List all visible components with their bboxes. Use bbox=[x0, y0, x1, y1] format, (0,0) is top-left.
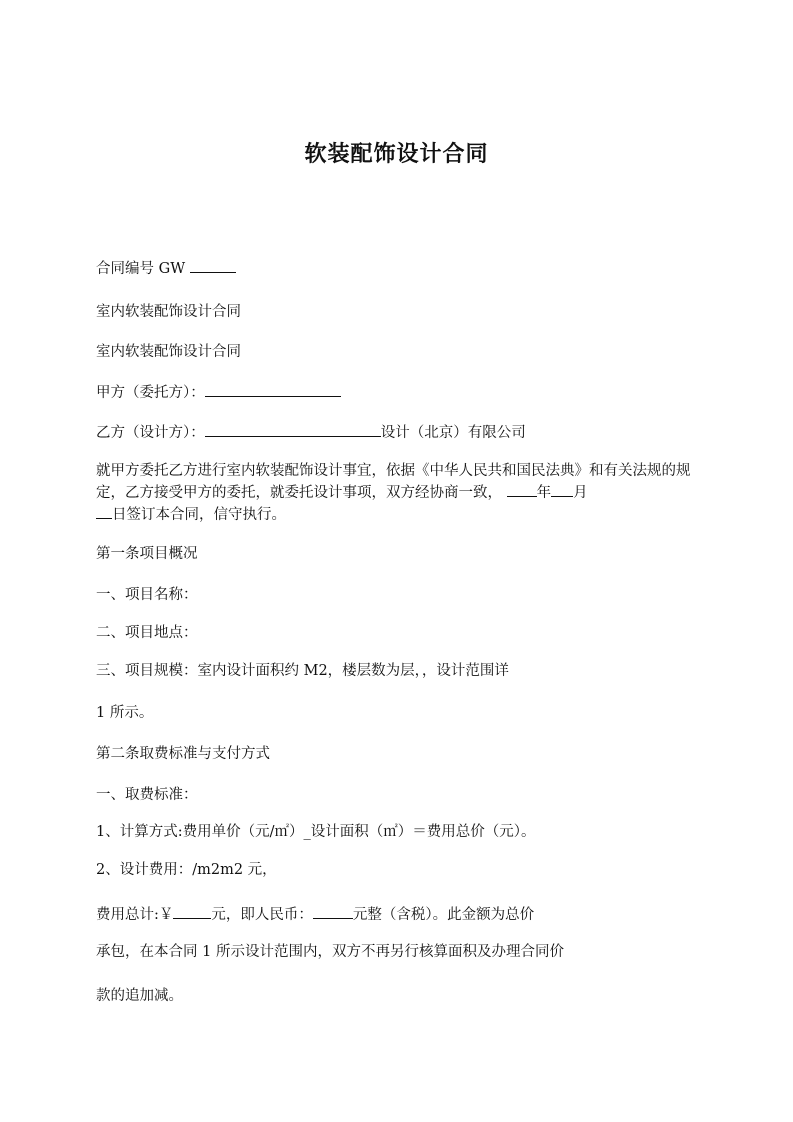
party-a-blank bbox=[205, 382, 341, 397]
project-scale: 三、项目规模：室内设计面积约 M2，楼层数为层，，设计范围详 bbox=[96, 663, 509, 679]
project-name: 一、项目名称： bbox=[96, 587, 198, 603]
contract-terms-line-3: 款的追加减。 bbox=[96, 988, 183, 1004]
contract-number-blank bbox=[190, 258, 236, 273]
document-title: 软装配饰设计合同 bbox=[304, 142, 489, 167]
heading-1: 室内软装配饰设计合同 bbox=[96, 304, 241, 320]
intro-paragraph: 就甲方委托乙方进行室内软装配饰设计事宜，依据《中华人民共和国民法典》和有关法规的规定，乙方接受甲方的委托，就委托设计事项，双方经协商一致， 年 月 日签订本合同，信守执行。 bbox=[96, 463, 691, 523]
project-location: 二、项目地点： bbox=[96, 625, 198, 641]
project-scale-cont: 1 所示。 bbox=[96, 705, 154, 721]
fee-standard: 一、取费标准： bbox=[96, 787, 198, 803]
total-amount-blank bbox=[173, 904, 211, 919]
party-b-line: 乙方（设计方）： 设计（北京）有限公司 bbox=[96, 422, 706, 444]
contract-number: 合同编号 GW bbox=[96, 258, 706, 280]
article-2-heading: 第二条取费标准与支付方式 bbox=[96, 746, 270, 762]
calculation-method: 1、计算方式:费用单价（元/㎡）_设计面积（㎡）＝费用总价（元）。 bbox=[96, 824, 536, 840]
party-a-line: 甲方（委托方）： bbox=[96, 382, 706, 404]
party-b-blank bbox=[205, 422, 381, 437]
rmb-amount-blank bbox=[313, 904, 353, 919]
design-fee: 2、设计费用：/m2m2 元， bbox=[96, 862, 277, 878]
article-1-heading: 第一条项目概况 bbox=[96, 546, 198, 562]
contract-terms-line-2: 承包，在本合同 1 所示设计范围内，双方不再另行核算面积及办理合同价 bbox=[96, 944, 564, 960]
total-fee-line: 费用总计:￥ 元，即人民币： 元整（含税）。此金额为总价 bbox=[96, 904, 706, 926]
heading-2: 室内软装配饰设计合同 bbox=[96, 344, 241, 360]
